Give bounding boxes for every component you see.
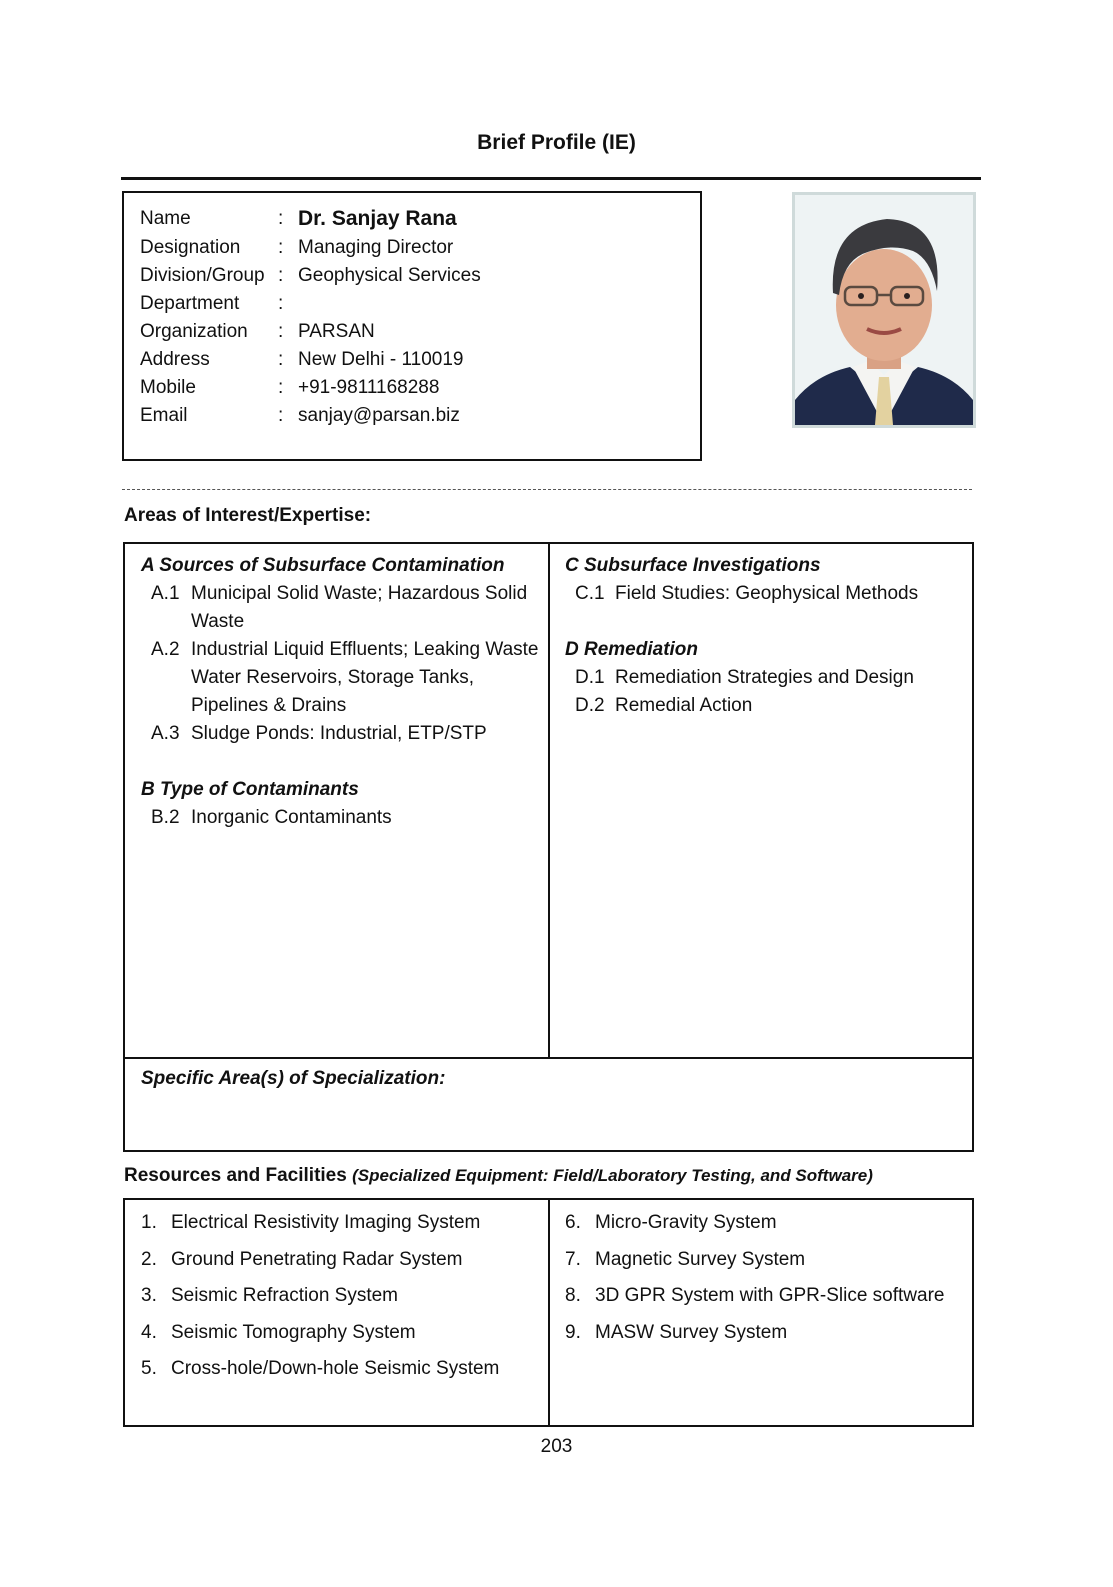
resources-title: Resources and Facilities [124,1165,347,1186]
areas-right-column [565,552,965,720]
info-value: Managing Director [298,237,454,258]
item-text: Electrical Resistivity Imaging System [171,1212,481,1233]
resources-subtitle: (Specialized Equipment: Field/Laboratory Testing, and Software) [352,1166,873,1185]
item-code: D.1 [575,667,605,688]
specialization-label: Specific Area(s) of Specialization: [141,1068,446,1089]
item-text: Seismic Tomography System [171,1321,416,1343]
info-colon: : [278,208,284,229]
info-value: Geophysical Services [298,265,481,286]
person-name: Dr. Sanjay Rana [298,207,457,230]
item-number: 6. [565,1212,581,1233]
resources-right-column [565,1209,965,1355]
item-text: Ground Penetrating Radar System [171,1248,463,1270]
info-value: New Delhi - 110019 [298,349,464,370]
info-label: Department [140,293,240,314]
title-rule [121,177,981,180]
category-a-title: A Sources of Subsurface Contamination [141,555,505,576]
category-b-title: B Type of Contaminants [141,779,359,800]
info-value: sanjay@parsan.biz [298,405,460,426]
areas-of-interest-box [123,542,974,1152]
item-number: 2. [141,1248,157,1270]
item-code: B.2 [151,807,180,828]
info-label: Division/Group [140,265,265,286]
info-colon: : [278,321,284,342]
info-colon: : [278,349,284,370]
item-text: Micro-Gravity System [595,1212,777,1233]
info-label: Name [140,208,191,229]
list-item [141,804,541,832]
item-text: Municipal Solid Waste; Hazardous Solid Waste [191,583,528,632]
list-item [141,1319,541,1356]
item-code: C.1 [575,583,605,604]
item-text: Remedial Action [615,695,753,716]
item-number: 4. [141,1321,157,1343]
item-code: A.1 [151,583,180,604]
info-colon: : [278,265,284,286]
item-text: Cross-hole/Down-hole Seismic System [171,1358,500,1379]
info-colon: : [278,377,284,398]
list-item [565,1319,965,1356]
list-item [141,1355,541,1392]
list-item [141,580,541,636]
column-divider [548,1200,550,1425]
list-item [141,636,541,720]
item-number: 7. [565,1248,581,1270]
info-label: Mobile [140,377,196,398]
item-number: 5. [141,1358,157,1379]
item-code: A.2 [151,639,180,660]
category-c-title: C Subsurface Investigations [565,555,821,576]
page-number: 203 [540,1436,573,1457]
resources-heading [124,1165,873,1187]
item-code: A.3 [151,723,180,744]
item-text: Seismic Refraction System [171,1285,399,1306]
item-text: MASW Survey System [595,1321,788,1343]
info-colon: : [278,405,284,426]
info-colon: : [278,237,284,258]
list-item [565,664,965,692]
list-item [565,1246,965,1283]
row-divider [125,1057,972,1059]
info-value: +91-9811168288 [298,377,440,398]
list-item [141,1282,541,1319]
page-title: Brief Profile (IE) [477,131,636,154]
item-text: Remediation Strategies and Design [615,667,914,688]
item-text: Inorganic Contaminants [191,807,392,828]
profile-photo [792,192,976,428]
item-text: Magnetic Survey System [595,1248,806,1270]
item-text: Field Studies: Geophysical Methods [615,583,919,604]
info-label: Email [140,405,188,426]
profile-info-box [122,191,702,461]
item-number: 9. [565,1321,581,1343]
item-text: 3D GPR System with GPR-Slice software [595,1285,945,1306]
areas-heading: Areas of Interest/Expertise: [124,505,372,526]
list-item [565,1282,965,1319]
info-label: Designation [140,237,241,258]
list-item [565,1209,965,1246]
info-colon: : [278,293,284,314]
info-label: Organization [140,321,248,342]
section-divider [122,489,972,490]
portrait-image [795,195,973,425]
resources-box [123,1198,974,1427]
item-number: 1. [141,1212,157,1233]
category-d-title: D Remediation [565,639,699,660]
list-item [565,692,965,720]
item-number: 8. [565,1285,581,1306]
areas-left-column [141,552,541,832]
column-divider [548,544,550,1058]
list-item [565,580,965,608]
info-label: Address [140,349,210,370]
item-text: Industrial Liquid Effluents; Leaking Waste Water Reservoirs, Storage Tanks, Pipelines & Drains [191,639,539,716]
list-item [141,1209,541,1246]
info-value: PARSAN [298,321,375,342]
item-text: Sludge Ponds: Industrial, ETP/STP [191,723,487,744]
item-number: 3. [141,1285,157,1306]
item-code: D.2 [575,695,605,716]
resources-left-column [141,1209,541,1392]
list-item [141,1246,541,1283]
list-item [141,720,541,748]
